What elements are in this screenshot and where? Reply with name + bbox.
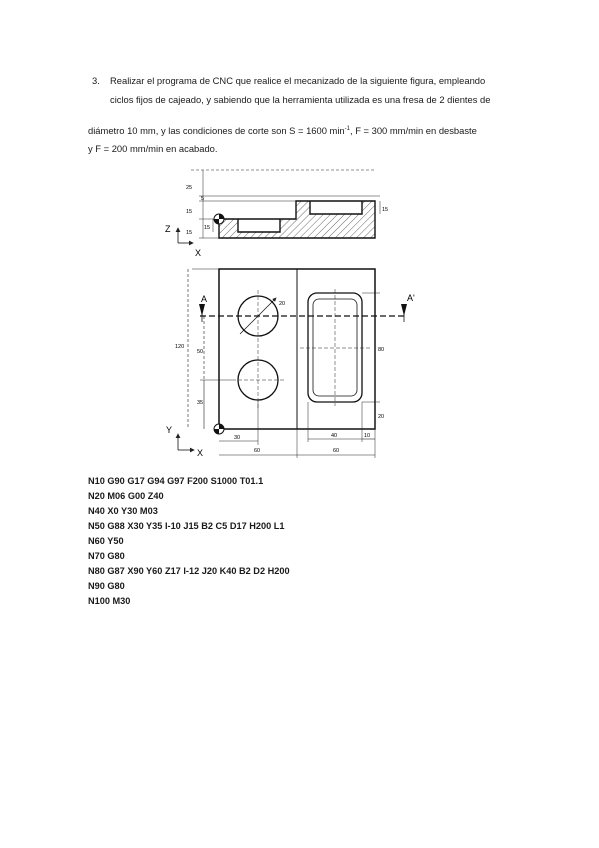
- section-label-a: A: [201, 294, 208, 304]
- dim-35: 35: [197, 400, 204, 406]
- dim-30: 30: [234, 435, 241, 441]
- program-line: N20 M06 G00 Z40: [88, 491, 164, 501]
- program-line: N70 G80: [88, 551, 125, 561]
- program-line: N40 X0 Y30 M03: [88, 506, 158, 516]
- dim-radius-20: 20: [279, 301, 286, 307]
- dim-top-5: 5: [201, 196, 205, 202]
- dim-60-right: 60: [333, 448, 340, 454]
- dim-10: 10: [364, 433, 371, 439]
- dim-60-left: 60: [254, 448, 261, 454]
- program-line: N50 G88 X30 Y35 I-10 J15 B2 C5 D17 H200 L1: [88, 521, 285, 531]
- statement-line-3-b: , F = 300 mm/min en desbaste: [349, 125, 477, 136]
- axis-x-label-plan: X: [197, 448, 204, 458]
- dim-80: 80: [378, 347, 385, 353]
- dim-top-15d: 15: [382, 207, 389, 213]
- dim-40: 40: [331, 433, 338, 439]
- axis-y-label: Y: [166, 425, 173, 435]
- dim-top-15a: 15: [186, 209, 193, 215]
- axis-x-label-section: X: [195, 248, 202, 258]
- dim-50: 50: [197, 349, 204, 355]
- axis-z-label: Z: [165, 224, 171, 234]
- exercise-number: 3.: [92, 75, 100, 86]
- section-profile: [219, 201, 375, 238]
- section-label-a-prime: A': [407, 293, 415, 303]
- dim-top-25: 25: [186, 185, 193, 191]
- origin-symbol-plan: [214, 424, 224, 434]
- program-line: N60 Y50: [88, 536, 124, 546]
- program-line: N90 G80: [88, 581, 125, 591]
- section-view: [165, 170, 388, 258]
- origin-symbol-section: [214, 214, 224, 224]
- statement-line-1: Realizar el programa de CNC que realice el mecanizado de la siguiente figura, empleando: [110, 75, 486, 86]
- statement-line-2: ciclos fijos de cajeado, y sabiendo que la herramienta utilizada es una fresa de 2 dientes de: [110, 94, 491, 105]
- statement-line-4: y F = 200 mm/min en acabado.: [88, 143, 218, 154]
- plan-view: [166, 269, 415, 458]
- program-line: N10 G90 G17 G94 G97 F200 S1000 T01.1: [88, 476, 264, 486]
- rpm-exponent: -1: [344, 125, 350, 132]
- dim-120: 120: [175, 344, 185, 350]
- statement-line-3-a: diámetro 10 mm, y las condiciones de corte son S = 1600 min: [88, 125, 345, 136]
- dim-top-15c: 15: [186, 230, 193, 236]
- program-line: N100 M30: [88, 596, 131, 606]
- dim-20-right: 20: [378, 414, 385, 420]
- program-line: N80 G87 X90 Y60 Z17 I-12 J20 K40 B2 D2 H200: [88, 566, 290, 576]
- dim-top-15b: 15: [204, 225, 211, 231]
